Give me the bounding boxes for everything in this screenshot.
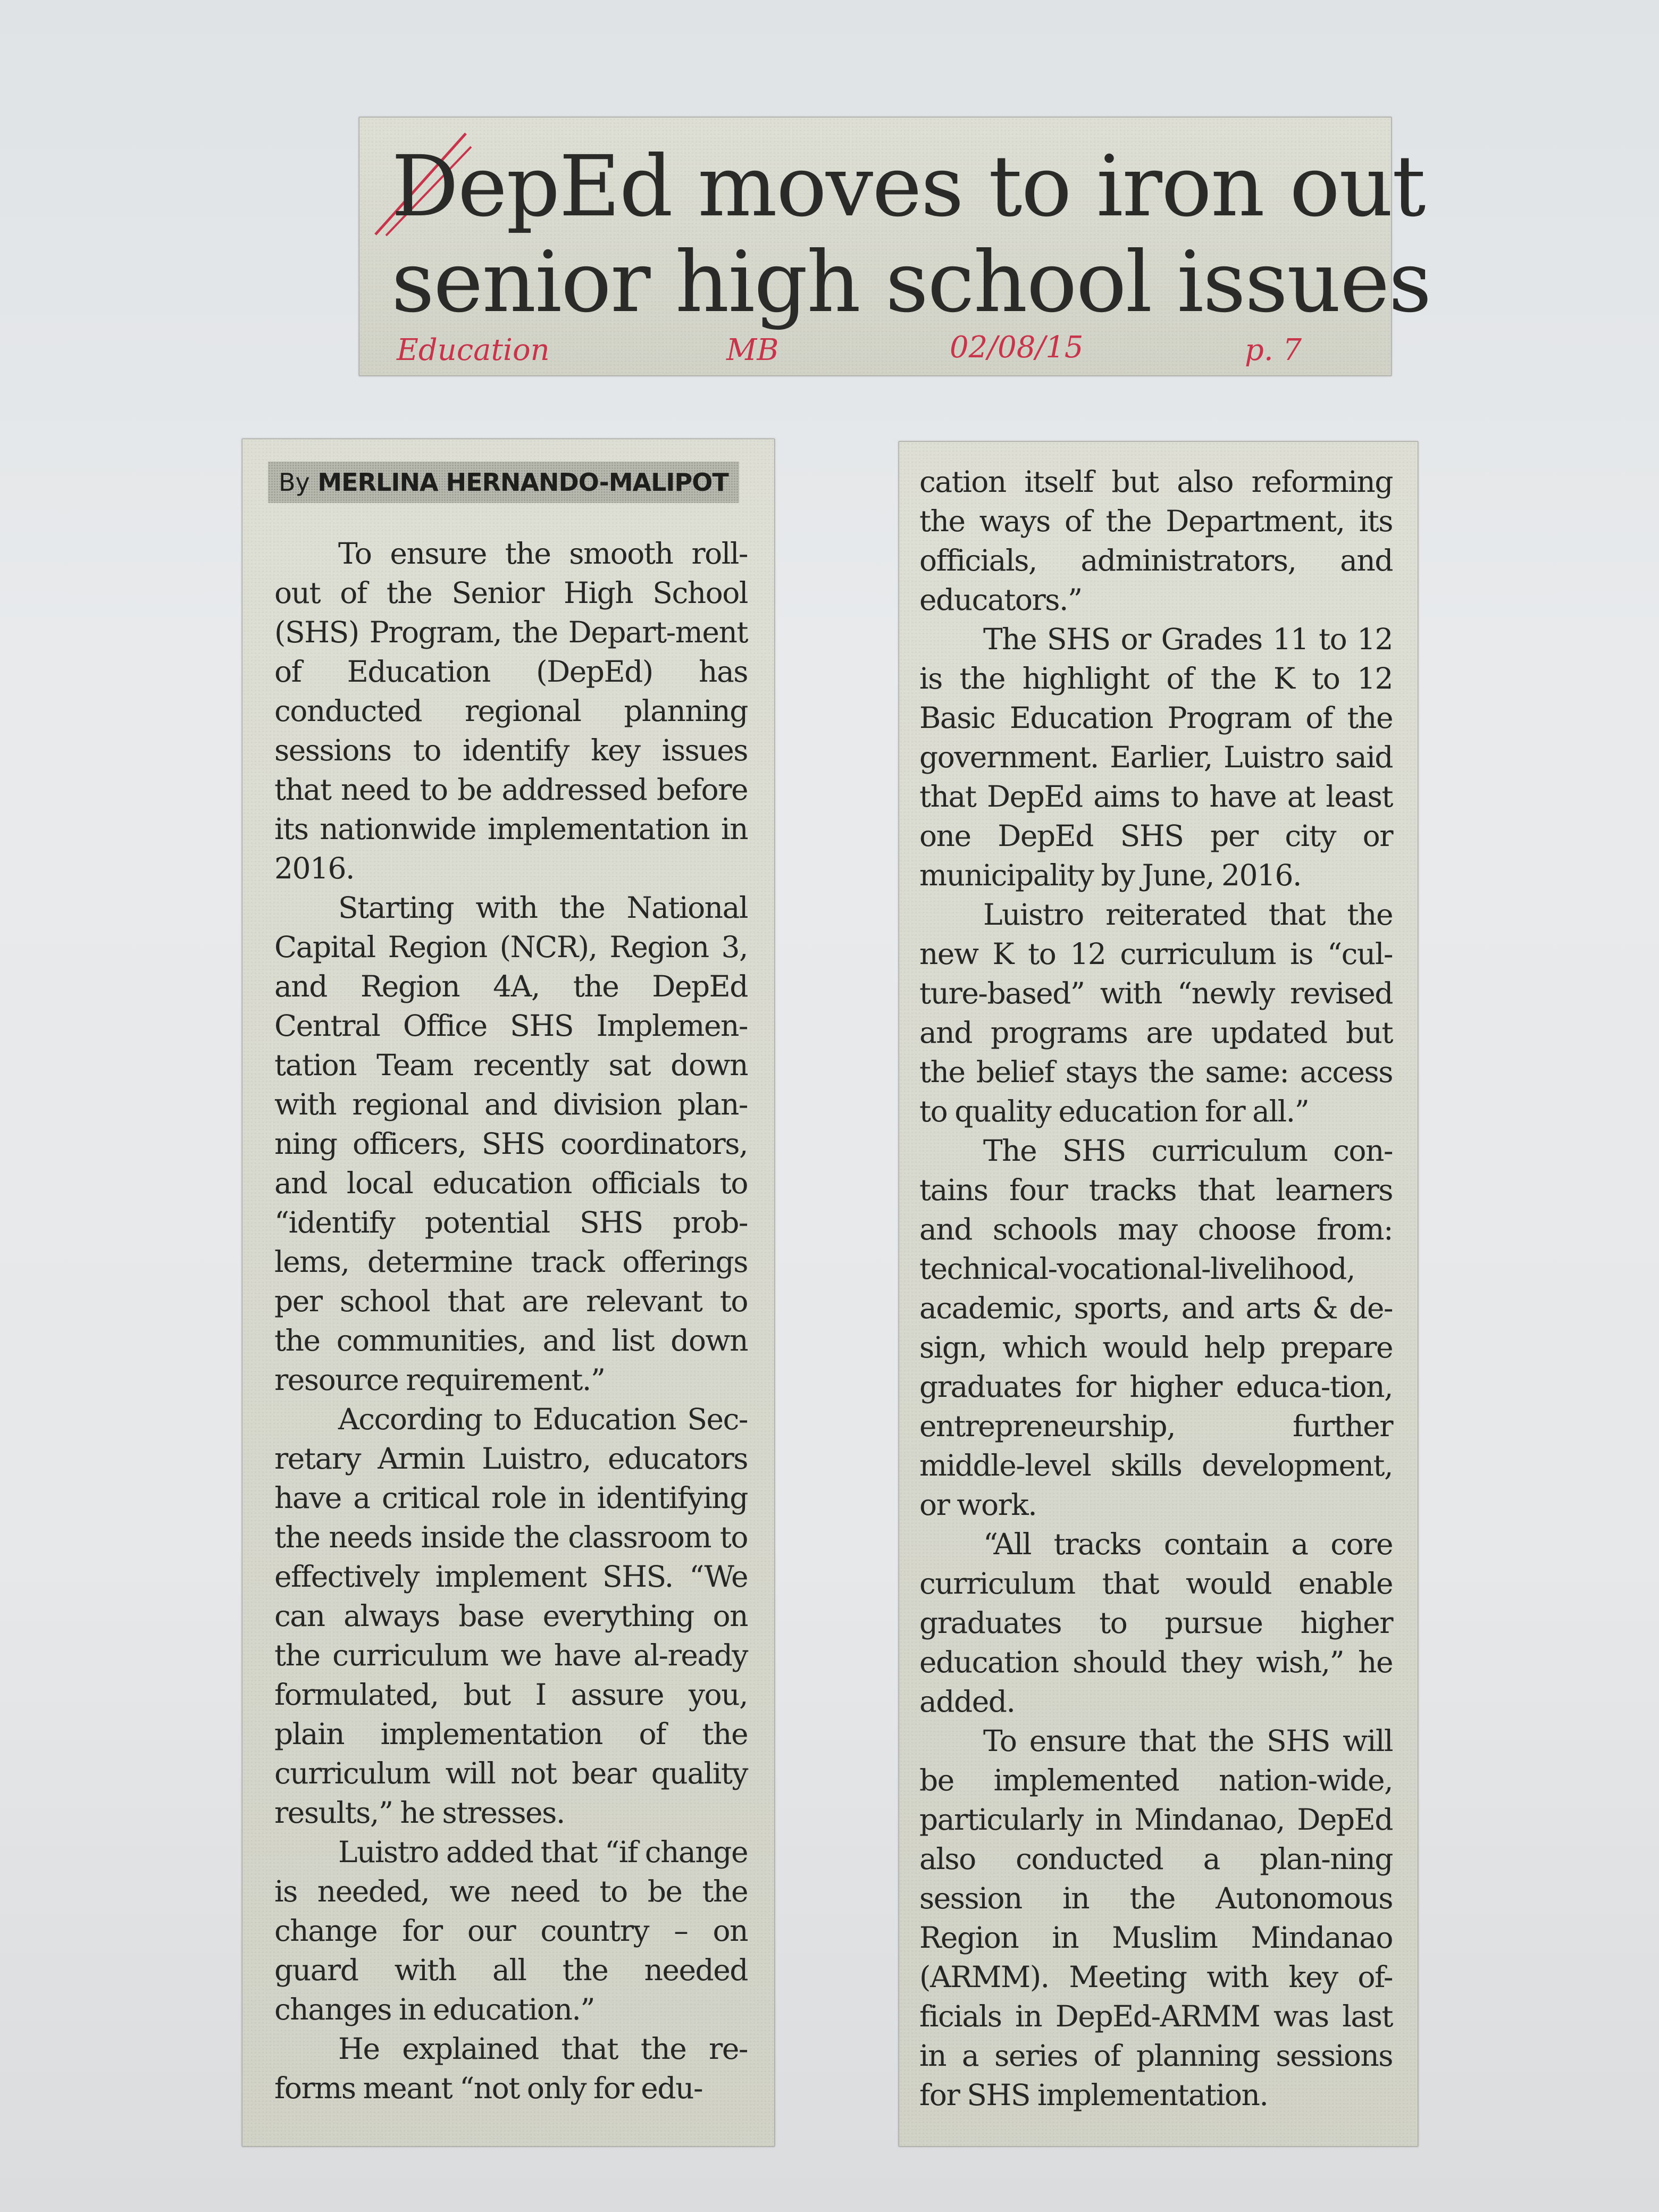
byline-prefix: By bbox=[279, 468, 310, 497]
headline-clipping bbox=[359, 117, 1431, 376]
article-body-left bbox=[274, 534, 748, 2108]
annotation-page: p. 7 bbox=[1245, 333, 1302, 367]
paragraph: Luistro reiterated that the new K to 12 curriculum is “cul-ture-based” with “newly revised and programs are updated but the belief stays the same: access to quality education for all.” bbox=[919, 898, 1393, 1128]
paragraph: cation itself but also reforming the ways of the Department, its officials, administrators, and educators.” bbox=[919, 465, 1393, 617]
paragraph: The SHS or Grades 11 to 12 is the highlight of the K to 12 Basic Education Program of the government. Earlier, Luistro said that DepEd aims to have at least one DepEd SHS per city or municipality by June, 2016. bbox=[919, 622, 1393, 892]
annotation-date: 02/08/15 bbox=[950, 330, 1084, 365]
paragraph: According to Education Sec-retary Armin Luistro, educators have a critical role in identifying the needs inside the classroom to effectively implement SHS. “We can always base everything on the curriculum we have al-ready formulated, but I assure you, plain implementation of the curriculum will not bear quality results,” he stresses. bbox=[274, 1402, 748, 1830]
paragraph: He explained that the re-forms meant “not only for edu- bbox=[274, 2032, 748, 2105]
article-column-left bbox=[242, 439, 775, 2147]
headline-line-2: senior high school issues bbox=[391, 233, 1431, 331]
paragraph: To ensure the smooth roll-out of the Senior High School (SHS) Program, the Depart-ment of Education (DepEd) has conducted regional planning sessions to identify key issues that need to be addressed before its nationwide implementation in 2016. bbox=[274, 537, 748, 885]
article-column-right bbox=[899, 441, 1418, 2147]
annotation-source: MB bbox=[726, 333, 779, 367]
byline-author: MERLINA HERNANDO-MALIPOT bbox=[317, 468, 728, 497]
headline-line-1: DepEd moves to iron out bbox=[391, 138, 1425, 236]
byline bbox=[268, 462, 739, 503]
paragraph: Luistro added that “if change is needed, we need to be the change for our country – on guard with all the needed changes in education.” bbox=[274, 1835, 748, 2026]
article-body-right bbox=[919, 462, 1393, 2115]
paragraph: “All tracks contain a core curriculum that would enable graduates to pursue higher education should they wish,” he added. bbox=[919, 1527, 1393, 1719]
paragraph: To ensure that the SHS will be implemented nation-wide, particularly in Mindanao, DepEd also conducted a plan-ning session in the Autonomous Region in Muslim Mindanao (ARMM). Meeting with key of-ficials in DepEd-ARMM was last in a series of planning sessions for SHS implementation. bbox=[919, 1724, 1393, 2112]
annotation-section: Education bbox=[397, 333, 550, 367]
headline bbox=[391, 138, 1431, 331]
paragraph: Starting with the National Capital Region (NCR), Region 3, and Region 4A, the DepEd Central Office SHS Implemen-tation Team recently sat down with regional and division plan-ning officers, SHS coordinators, and local education officials to “identify potential SHS prob-lems, determine track offerings per school that are relevant to the communities, and list down resource requirement.” bbox=[274, 891, 748, 1397]
paragraph: The SHS curriculum con-tains four tracks that learners and schools may choose from: technical-vocational-livelihood, academic, sports, and arts & de-sign, which would help prepare graduates for higher educa-tion, entrepreneurship, further middle-level skills development, or work. bbox=[919, 1134, 1393, 1522]
